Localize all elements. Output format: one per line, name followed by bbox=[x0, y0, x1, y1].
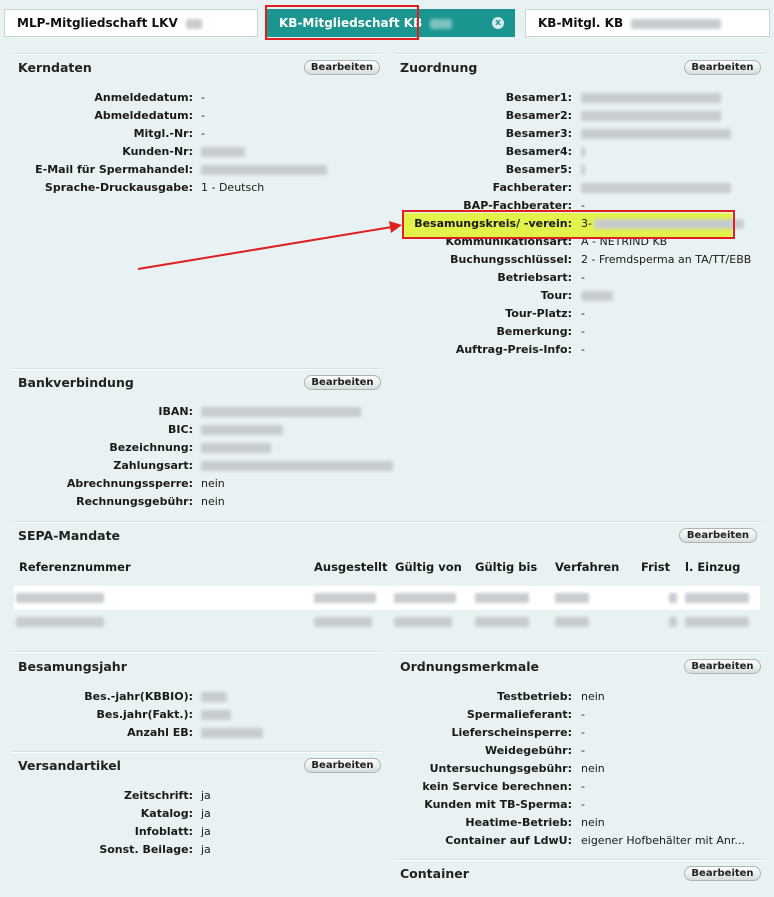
edit-bankverbindung-button[interactable]: Bearbeiten bbox=[304, 375, 381, 390]
field-row bbox=[0, 724, 774, 742]
tab-label: KB-Mitgl. KB bbox=[538, 16, 624, 30]
field-label: Infoblatt: bbox=[134, 825, 193, 838]
field-label: Anmeldedatum: bbox=[94, 91, 193, 104]
field-row bbox=[0, 475, 774, 493]
field-row bbox=[0, 403, 774, 421]
field-value-text: - bbox=[201, 91, 205, 104]
field-value-text: 1 - Deutsch bbox=[201, 181, 265, 194]
field-row bbox=[0, 493, 774, 511]
redacted-text bbox=[201, 461, 393, 471]
redacted-text bbox=[685, 593, 749, 603]
field-value bbox=[201, 457, 393, 475]
field-value-text: nein bbox=[581, 816, 605, 829]
field-label: Besamer5: bbox=[505, 163, 572, 176]
section-title-zuordnung: Zuordnung bbox=[400, 60, 478, 75]
field-value-text: ja bbox=[201, 789, 211, 802]
field-label: Rechnungsgebühr: bbox=[76, 495, 193, 508]
field-value bbox=[581, 742, 585, 760]
field-label: Besamungskreis/ -verein: bbox=[414, 217, 572, 230]
field-value-text: 2 - Fremdsperma an TA/TT/EBB bbox=[581, 253, 752, 266]
edit-ordnungsmerkmale-button[interactable]: Bearbeiten bbox=[684, 659, 761, 674]
edit-zuordnung-button[interactable]: Bearbeiten bbox=[684, 60, 761, 75]
section-title-kerndaten: Kerndaten bbox=[18, 60, 92, 75]
tab-label: KB-Mitgliedschaft KB bbox=[279, 16, 423, 30]
column-header[interactable]: Gültig von bbox=[395, 560, 462, 574]
edit-kerndaten-button[interactable]: Bearbeiten bbox=[304, 60, 380, 75]
field-value-text: - bbox=[581, 307, 585, 320]
field-value-text: nein bbox=[581, 762, 605, 775]
redacted-text bbox=[394, 617, 452, 627]
field-label: Kunden-Nr: bbox=[122, 145, 193, 158]
field-label: Bes.-jahr(KBBIO): bbox=[84, 690, 193, 703]
section-title-besamungsjahr: Besamungsjahr bbox=[18, 659, 127, 674]
field-value bbox=[581, 814, 605, 832]
redacted-text bbox=[201, 443, 271, 453]
redacted-text bbox=[669, 593, 677, 603]
field-value bbox=[201, 475, 225, 493]
field-row bbox=[0, 706, 774, 724]
field-label: Bezeichnung: bbox=[109, 441, 193, 454]
field-label: Besamer3: bbox=[505, 127, 572, 140]
field-value-text: nein bbox=[581, 690, 605, 703]
field-label: Bes.jahr(Fakt.): bbox=[96, 708, 193, 721]
field-label: Besamer4: bbox=[505, 145, 572, 158]
field-value bbox=[201, 403, 361, 421]
field-value-text: - bbox=[581, 199, 585, 212]
close-tab-icon[interactable]: x bbox=[492, 17, 504, 29]
field-label: Buchungsschlüssel: bbox=[450, 253, 572, 266]
field-value-text: eigener Hofbehälter mit Anr... bbox=[581, 834, 745, 847]
field-value bbox=[581, 778, 585, 796]
redacted-text bbox=[314, 617, 372, 627]
field-label: Spermalieferant: bbox=[466, 708, 572, 721]
tab-label: MLP-Mitgliedschaft LKV bbox=[17, 16, 178, 30]
field-value-text: - bbox=[581, 780, 585, 793]
field-label: Auftrag-Preis-Info: bbox=[455, 343, 572, 356]
field-row bbox=[0, 742, 774, 760]
redacted-text bbox=[16, 593, 104, 603]
field-value-text: - bbox=[581, 744, 585, 757]
divider bbox=[395, 860, 765, 861]
field-value-text: - bbox=[581, 325, 585, 338]
column-header[interactable]: Ausgestellt bbox=[314, 560, 388, 574]
field-label: Zeitschrift: bbox=[123, 789, 193, 802]
field-value-text: ja bbox=[201, 843, 211, 856]
field-label: Besamer2: bbox=[505, 109, 572, 122]
field-row bbox=[0, 832, 774, 850]
redacted-text bbox=[394, 593, 456, 603]
field-row bbox=[0, 688, 774, 706]
divider bbox=[12, 522, 764, 523]
column-header[interactable]: Verfahren bbox=[555, 560, 620, 574]
field-value-text: - bbox=[581, 798, 585, 811]
redacted-text bbox=[475, 593, 529, 603]
field-label: Sonst. Beilage: bbox=[99, 843, 193, 856]
field-value-text: - bbox=[201, 127, 205, 140]
field-value bbox=[581, 724, 585, 742]
field-label: Anzahl EB: bbox=[127, 726, 193, 739]
field-value-text: - bbox=[581, 343, 585, 356]
field-value-text: A - NETRIND KB bbox=[581, 235, 668, 248]
field-row bbox=[0, 814, 774, 832]
arrow-line bbox=[138, 227, 392, 269]
redacted-text bbox=[16, 617, 104, 627]
field-value bbox=[581, 796, 585, 814]
redacted-text bbox=[669, 617, 677, 627]
redacted-text bbox=[555, 617, 589, 627]
field-label: kein Service berechnen: bbox=[422, 780, 572, 793]
field-label: Fachberater: bbox=[492, 181, 572, 194]
field-label: Katalog: bbox=[140, 807, 193, 820]
section-title-ordnungsmerkmale: Ordnungsmerkmale bbox=[400, 659, 540, 674]
edit-container-button[interactable]: Bearbeiten bbox=[684, 866, 761, 881]
field-label: Betriebsart: bbox=[497, 271, 572, 284]
field-row bbox=[0, 457, 774, 475]
field-label: E-Mail für Spermahandel: bbox=[35, 163, 193, 176]
divider bbox=[12, 652, 382, 653]
redacted-text bbox=[201, 425, 283, 435]
section-title-sepa: SEPA-Mandate bbox=[18, 528, 121, 543]
edit-versandartikel-button[interactable]: Bearbeiten bbox=[304, 758, 381, 773]
field-row bbox=[0, 778, 774, 796]
field-value bbox=[201, 421, 283, 439]
redacted-text bbox=[475, 617, 529, 627]
divider bbox=[395, 652, 765, 653]
table-row[interactable] bbox=[14, 610, 760, 634]
field-value-text: ja bbox=[201, 825, 211, 838]
field-label: Container auf LdwU: bbox=[445, 834, 572, 847]
column-header[interactable]: Gültig bis bbox=[475, 560, 538, 574]
field-value-text: nein bbox=[201, 495, 225, 508]
field-row bbox=[0, 439, 774, 457]
sepa-table-header bbox=[14, 560, 760, 578]
field-value-text: - bbox=[581, 708, 585, 721]
field-label: Besamer1: bbox=[505, 91, 572, 104]
field-value bbox=[201, 439, 271, 457]
field-label: Kommunikationsart: bbox=[445, 235, 572, 248]
field-value-text: - bbox=[581, 271, 585, 284]
field-label: Testbetrieb: bbox=[497, 690, 572, 703]
field-label: BIC: bbox=[168, 423, 193, 436]
field-label: Zahlungsart: bbox=[113, 459, 193, 472]
field-value bbox=[581, 760, 605, 778]
column-header[interactable]: Frist bbox=[641, 560, 671, 574]
redacted-text bbox=[555, 593, 589, 603]
divider bbox=[12, 369, 382, 370]
arrow-head bbox=[389, 221, 402, 233]
field-label: Untersuchungsgebühr: bbox=[429, 762, 572, 775]
field-value bbox=[581, 688, 605, 706]
section-title-container: Container bbox=[400, 866, 469, 881]
field-label: Weidegebühr: bbox=[484, 744, 572, 757]
field-row bbox=[0, 796, 774, 814]
field-row bbox=[0, 760, 774, 778]
field-value-text: ja bbox=[201, 807, 211, 820]
field-value bbox=[201, 493, 225, 511]
field-label: Tour: bbox=[540, 289, 572, 302]
edit-sepa-button[interactable]: Bearbeiten bbox=[679, 528, 757, 543]
field-label: Sprache-Druckausgabe: bbox=[44, 181, 193, 194]
field-value-text: - bbox=[581, 726, 585, 739]
redacted-text bbox=[314, 593, 376, 603]
field-label: Mitgl.-Nr: bbox=[133, 127, 193, 140]
field-row bbox=[0, 421, 774, 439]
field-value bbox=[581, 832, 745, 850]
field-label: Abmeldedatum: bbox=[94, 109, 193, 122]
table-row[interactable] bbox=[14, 586, 760, 610]
section-title-bankverbindung: Bankverbindung bbox=[18, 375, 134, 390]
field-label: Lieferscheinsperre: bbox=[451, 726, 572, 739]
field-value-text: 3- bbox=[581, 217, 592, 230]
field-label: BAP-Fachberater: bbox=[463, 199, 572, 212]
column-header[interactable]: Referenznummer bbox=[19, 560, 131, 574]
field-label: Abrechnungssperre: bbox=[66, 477, 193, 490]
field-value-text: nein bbox=[201, 477, 225, 490]
field-label: Kunden mit TB-Sperma: bbox=[424, 798, 572, 811]
section-title-versandartikel: Versandartikel bbox=[18, 758, 121, 773]
field-value-text: - bbox=[201, 109, 205, 122]
redacted-text bbox=[685, 617, 749, 627]
column-header[interactable]: l. Einzug bbox=[685, 560, 741, 574]
redacted-text bbox=[201, 407, 361, 417]
field-label: Bemerkung: bbox=[496, 325, 572, 338]
field-label: Heatime-Betrieb: bbox=[465, 816, 572, 829]
field-value bbox=[581, 706, 585, 724]
field-label: Tour-Platz: bbox=[505, 307, 572, 320]
field-label: IBAN: bbox=[158, 405, 193, 418]
